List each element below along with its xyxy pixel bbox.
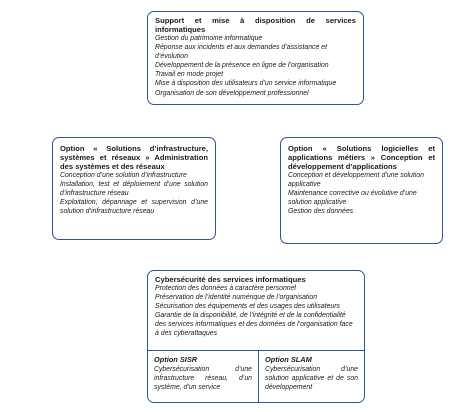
cyber-option-slam bbox=[259, 351, 364, 402]
sisr-item: Conception d’une solution d’infrastructure bbox=[60, 172, 187, 179]
cybersecurity-item: Protection des données à caractère personnel bbox=[155, 285, 296, 292]
support-item: Travail en mode projet bbox=[155, 71, 224, 79]
support-item: Mise à disposition des utilisateurs d’un service informatique bbox=[155, 80, 337, 88]
slam-item: Gestion des données bbox=[288, 208, 354, 216]
cybersecurity-item: Sécurisation des équipements et des usages des utilisateurs bbox=[155, 303, 341, 311]
cyber-option-sisr-title: Option SISR bbox=[154, 355, 198, 364]
cybersecurity-item: Préservation de l’identité numérique de l’organisation bbox=[155, 294, 318, 302]
support-item: Gestion du patrimoine informatique bbox=[155, 35, 263, 42]
cybersecurity-item: Garantie de la disponibilité, de l’intégrité et de la confidentialité des services informatiques et des données de l’organisation face à des cyberattaques bbox=[155, 312, 353, 338]
cyber-option-slam-title: Option SLAM bbox=[265, 355, 312, 364]
cybersecurity-options bbox=[148, 350, 364, 402]
support-item: Organisation de son développement professionnel bbox=[155, 89, 309, 97]
cybersecurity-box bbox=[147, 270, 365, 403]
option-slam-title: Option « Solutions logicielles et applications métiers » Conception et développement d’applications bbox=[288, 144, 435, 171]
option-slam-box bbox=[280, 137, 443, 244]
support-services-title: Support et mise à disposition de services informatiques bbox=[155, 16, 356, 34]
option-sisr-box bbox=[52, 137, 216, 240]
sisr-item: Installation, test et déploiement d’une solution d’infrastructure réseau bbox=[60, 181, 208, 198]
support-services-box bbox=[147, 11, 364, 105]
support-item: Développement de la présence en ligne de l’organisation bbox=[155, 62, 329, 70]
sisr-item: Exploitation, dépannage et supervision d’une solution d’infrastructure réseau bbox=[60, 199, 208, 216]
cyber-option-sisr bbox=[148, 351, 259, 402]
cybersecurity-main bbox=[148, 271, 364, 349]
slam-item: Conception et développement d’une solution applicative bbox=[288, 172, 424, 189]
cyber-option-slam-text: Cybersécurisation d’une solution applicative et de son développement bbox=[265, 366, 358, 392]
cyber-option-sisr-text: Cybersécurisation d’une infrastructure réseau, d’un système, d’un service bbox=[154, 366, 252, 392]
cybersecurity-title: Cybersécurité des services informatiques bbox=[155, 275, 306, 284]
support-item: Réponse aux incidents et aux demandes d’assistance et d’évolution bbox=[155, 44, 327, 61]
option-sisr-title: Option « Solutions d’infrastructure, systèmes et réseaux » Administration des systèmes et des réseaux bbox=[60, 144, 208, 171]
slam-item: Maintenance corrective ou évolutive d’une solution applicative bbox=[288, 190, 417, 207]
